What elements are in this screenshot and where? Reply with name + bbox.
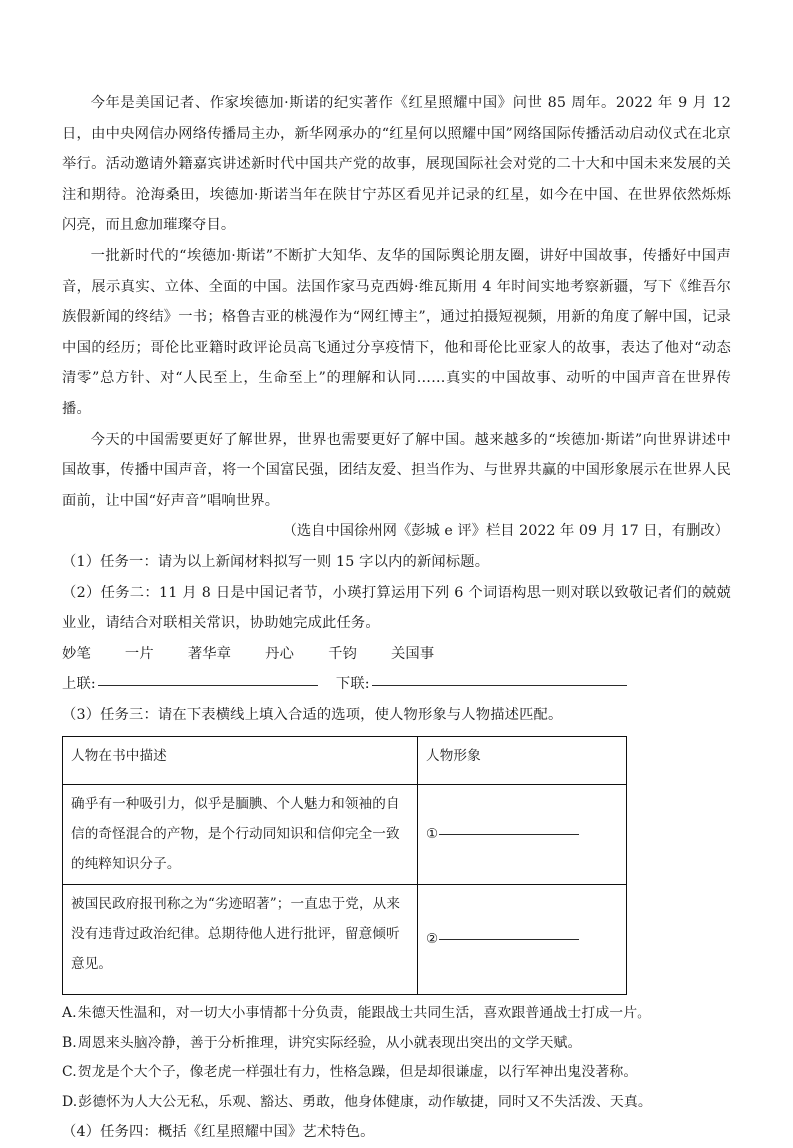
table-header-character-image: 人物形象 xyxy=(418,737,627,785)
option-b[interactable] xyxy=(62,1029,731,1059)
option-d-letter: D. xyxy=(62,1093,78,1110)
options-list xyxy=(62,999,731,1117)
task-three-prompt: （3）任务三：请在下表横线上填入合适的选项，使人物形象与人物描述匹配。 xyxy=(62,706,563,723)
option-d-text: 彭德怀为人大公无私，乐观、豁达、勇敢，他身体健康，动作敏捷，同时又不失活泼、天真。 xyxy=(78,1093,652,1110)
word-bank-item-4: 丹心 xyxy=(265,645,295,662)
lower-couplet-input[interactable] xyxy=(372,685,627,686)
word-bank-item-1: 妙笔 xyxy=(62,645,91,662)
article-paragraph-3: 今天的中国需要更好了解世界，世界也需要更好了解中国。越来越多的“埃德加·斯诺”向世界讲述中国故事，传播中国声音，将一个国富民强，团结友爱、担当作为、与世界共赢的中国形象展示在世界人民面前，让中国“好声音”唱响世界。 xyxy=(62,431,731,509)
upper-couplet-label: 上联: xyxy=(62,676,96,693)
answer-marker-2: ② xyxy=(426,931,439,948)
article-paragraph-1: 今年是美国记者、作家埃德加·斯诺的纪实著作《红星照耀中国》问世 85 周年。2022 年 9 月 12 日，由中央网信办网络传播局主办，新华网承办的“红星何以照耀中国”网络国际传播活动启动仪式在北京举行。活动邀请外籍嘉宾讲述新时代中国共产党的故事，展现国际社会对党的二十大和中国未来发展的关注和期待。沧海桑田，埃德加·斯诺当年在陕甘宁苏区看见并记录的红星，如今在中国、在世界依然烁烁闪亮，而且愈加璀璨夺目。 xyxy=(62,95,731,234)
answer-line-1 xyxy=(426,819,618,849)
task-four-prompt: （4）任务四：概括《红星照耀中国》艺术特色。 xyxy=(62,1124,375,1141)
table-cell-answer-1[interactable] xyxy=(418,785,627,885)
word-bank-item-5: 千钧 xyxy=(328,645,357,662)
couplet-word-bank xyxy=(62,639,731,670)
option-c-letter: C. xyxy=(62,1064,77,1081)
table-cell-description-2: 被国民政府报刊称之为“劣迹昭著”；一直忠于党，从来没有违背过政治纪律。总期待他人进行批评，留意倾听意见。 xyxy=(63,885,418,995)
option-c[interactable] xyxy=(62,1058,731,1088)
table-header-row xyxy=(63,737,627,785)
option-b-letter: B. xyxy=(62,1034,77,1051)
upper-couplet-input[interactable] xyxy=(98,685,318,686)
table-row xyxy=(63,885,627,995)
article-passage xyxy=(62,88,731,547)
option-a-text: 朱德天性温和，对一切大小事情都十分负责，能跟战士共同生活，喜欢跟普通战士打成一片 xyxy=(77,1005,638,1022)
table-row xyxy=(63,785,627,885)
article-source-attribution: （选自中国徐州网《彭城 e 评》栏目 2022 年 09 月 17 日，有删改） xyxy=(282,523,729,540)
answer-line-2 xyxy=(426,924,618,954)
page-body-column xyxy=(62,88,731,1148)
character-matching-table xyxy=(62,736,627,995)
word-bank-item-6: 关国事 xyxy=(390,645,435,662)
answer-input-2[interactable] xyxy=(439,939,579,940)
option-a-trailing: 。 xyxy=(637,1006,650,1021)
task-one-prompt: （1）任务一：请为以上新闻材料拟写一则 15 字以内的新闻标题。 xyxy=(62,553,490,570)
option-b-text: 周恩来头脑冷静，善于分析推理，讲究实际经验，从小就表现出突出的文学天赋。 xyxy=(77,1034,582,1051)
option-a-letter: A. xyxy=(62,1005,77,1022)
article-paragraph-2: 一批新时代的“埃德加·斯诺”不断扩大知华、友华的国际舆论朋友圈，讲好中国故事，传播好中国声音，展示真实、立体、全面的中国。法国作家马克西姆·维瓦斯用 4 年时间实地考察新疆，写下《维吾尔族假新闻的终结》一书；格鲁吉亚的桃漫作为“网红博主”，通过拍摄短视频，用新的角度了解中国，记录中国的经历；哥伦比亚籍时政评论员高飞通过分享疫情下，他和哥伦比亚家人的故事，表达了他对“动态清零”总方针、对“人民至上，生命至上”的理解和认同……真实的中国故事、动听的中国声音在世界传播。 xyxy=(62,247,731,417)
lower-couplet-label: 下联: xyxy=(335,676,370,693)
task-two-prompt: （2）任务二：11 月 8 日是中国记者节，小瑛打算运用下列 6 个词语构思一则对联以致敬记者们的兢兢业业，请结合对联相关常识，协助她完成此任务。 xyxy=(62,584,731,632)
couplet-answer-row xyxy=(62,669,731,700)
option-d[interactable] xyxy=(62,1088,731,1118)
table-cell-answer-2[interactable] xyxy=(418,885,627,995)
answer-marker-1: ① xyxy=(426,826,439,843)
answer-input-1[interactable] xyxy=(439,834,579,835)
option-c-text: 贺龙是个大个子，像老虎一样强壮有力，性格急躁，但是却很谦虚，以行军神出鬼没著称。 xyxy=(77,1064,638,1081)
word-bank-item-3: 著华章 xyxy=(187,645,232,662)
table-cell-description-1: 确乎有一种吸引力，似乎是腼腆、个人魅力和领袖的自信的奇怪混合的产物，是个行动同知识和信仰完全一致的纯粹知识分子。 xyxy=(63,785,418,885)
option-a[interactable] xyxy=(62,999,731,1029)
table-header-description: 人物在书中描述 xyxy=(63,737,418,785)
word-bank-item-2: 一片 xyxy=(124,645,154,662)
